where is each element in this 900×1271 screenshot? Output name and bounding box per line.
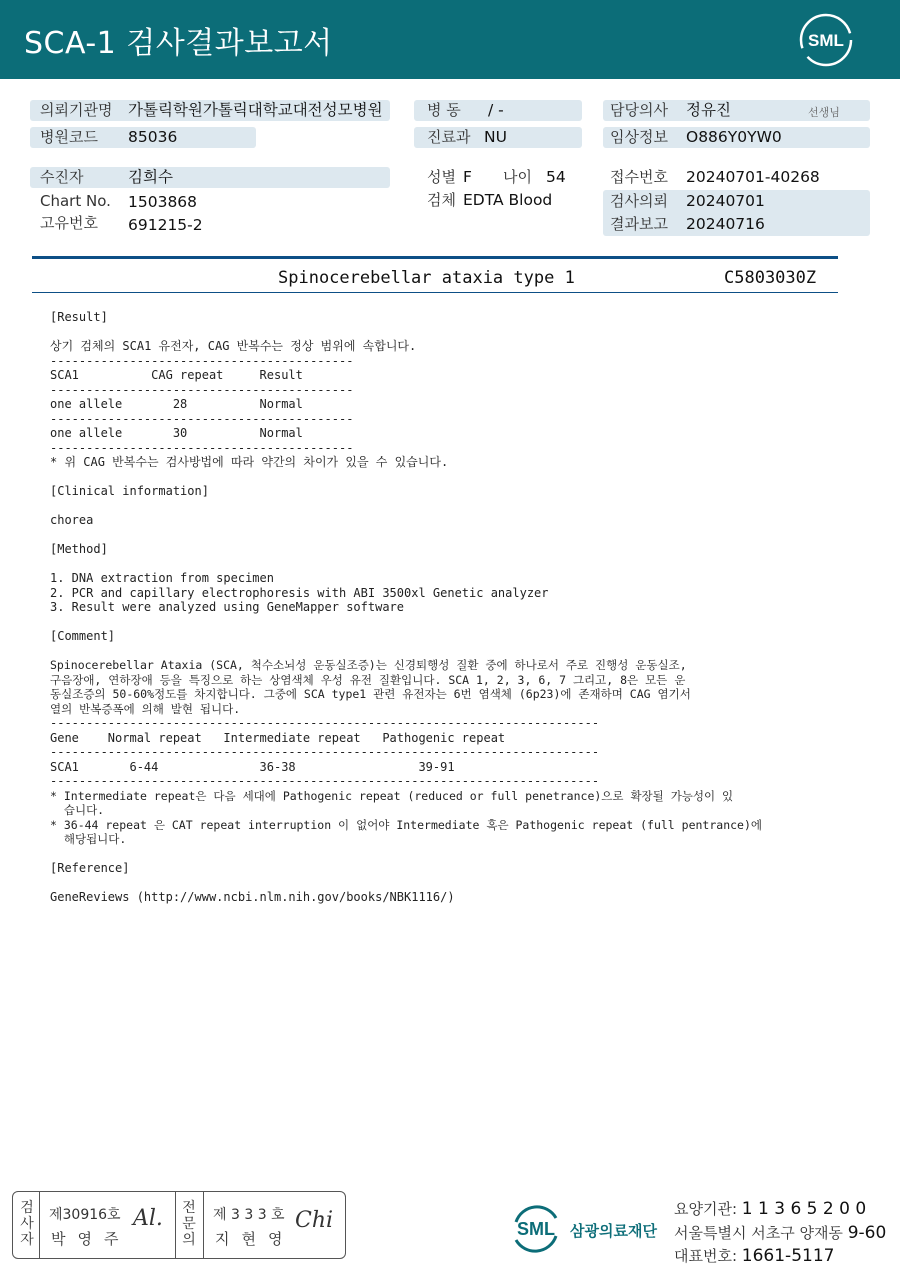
- age-value: 54: [546, 168, 566, 186]
- org-name: 삼광의료재단: [570, 1222, 657, 1240]
- report-label: 결과보고: [610, 215, 668, 233]
- report-body: [50, 310, 830, 905]
- result-summary: 상기 검체의 SCA1 유전자, CAG 반복수는 정상 범위에 속합니다.: [50, 339, 417, 353]
- specialist-name: 지현영: [215, 1230, 295, 1248]
- table1-row: one allele 28 Normal: [50, 397, 303, 411]
- table1-rule: ------------------------------------------: [50, 382, 354, 397]
- specimen-value: EDTA Blood: [463, 191, 553, 209]
- note-line: 습니다.: [50, 803, 105, 817]
- doctor-label: 담당의사: [610, 101, 668, 119]
- sml-org-logo: [508, 1200, 564, 1256]
- report-header: [0, 0, 900, 79]
- age-label: 나이: [503, 168, 532, 186]
- reference-text: GeneReviews (http://www.ncbi.nlm.nih.gov/books/NBK1116/): [50, 890, 455, 904]
- comment-line: Spinocerebellar Ataxia (SCA, 척수소뇌성 운동실조증)는 신경퇴행성 질환 중에 하나로서 주로 진행성 운동실조,: [50, 658, 687, 672]
- method-item: 3. Result were analyzed using GeneMapper software: [50, 600, 405, 614]
- method-heading: [Method]: [50, 542, 108, 556]
- patient-label: 수진자: [40, 168, 84, 186]
- receipt-value: 20240701-40268: [686, 168, 820, 186]
- request-label: 검사의뢰: [610, 192, 668, 210]
- patient-value: 김희수: [128, 168, 173, 186]
- comment-line: 구음장애, 연하장애 등을 특징으로 하는 상염색체 우성 유전 질환입니다. SCA 1, 2, 3, 6, 7 그리고, 8은 모든 운: [50, 672, 686, 687]
- dept-label: 진료과: [427, 128, 471, 146]
- table2-header: Gene Normal repeat Intermediate repeat Pathogenic repeat: [50, 730, 506, 745]
- table1-note: * 위 CAG 반복수는 검사방법에 따라 약간의 차이가 있을 수 있습니다.: [50, 455, 449, 469]
- hospital-code-label: 병원코드: [40, 128, 98, 146]
- table1-row: one allele 30 Normal: [50, 426, 303, 440]
- method-item: 2. PCR and capillary electrophoresis with ABI 3500xl Genetic analyzer: [50, 585, 549, 600]
- table1-rule: ------------------------------------------: [50, 440, 354, 455]
- care-inst-value: 1 1 3 6 5 2 0 0: [741, 1199, 867, 1219]
- address-no: 9-60: [847, 1223, 887, 1243]
- ward-value: / -: [488, 101, 504, 119]
- phone-label: 대표번호:: [674, 1247, 738, 1265]
- comment-line: 열의 반복증폭에 의해 발현 됩니다.: [50, 701, 241, 716]
- method-item: 1. DNA extraction from specimen: [50, 571, 274, 585]
- note-line: 해당됩니다.: [50, 832, 127, 846]
- note-line: * 36-44 repeat 은 CAT repeat interruption 이 없어야 Intermediate 혹은 Pathogenic repeat (full pentrance)에: [50, 817, 762, 832]
- patient-bar: [30, 167, 390, 188]
- clinical-text: chorea: [50, 513, 94, 527]
- table1-header: SCA1 CAG repeat Result: [50, 368, 303, 382]
- care-inst-label: 요양기관:: [674, 1200, 738, 1218]
- title-rule-bottom: [32, 292, 838, 293]
- specimen-label: 검체: [427, 191, 456, 209]
- sex-label: 성별: [427, 168, 456, 186]
- report-value: 20240716: [686, 215, 765, 233]
- phone-value: 1661-5117: [741, 1246, 835, 1266]
- sex-value: F: [463, 168, 472, 186]
- svg-text:SML: SML: [808, 31, 844, 50]
- phone: [674, 1245, 834, 1266]
- inspector-no: 제30916호: [49, 1207, 121, 1223]
- care-institution: [674, 1198, 866, 1219]
- clinical-value: O886Y0YW0: [686, 128, 782, 146]
- receipt-label: 접수번호: [610, 168, 668, 186]
- hospital-code-value: 85036: [128, 128, 178, 146]
- institution-value: 가톨릭학원가톨릭대학교대전성모병원: [128, 101, 383, 119]
- clinical-label: 임상정보: [610, 128, 668, 146]
- reference-heading: [Reference]: [50, 861, 130, 875]
- result-heading: [Result]: [50, 310, 108, 324]
- inspector-name: 박영주: [51, 1230, 131, 1248]
- table1-rule: ------------------------------------------: [50, 411, 354, 426]
- chart-value: 1503868: [128, 193, 198, 211]
- title-rule-top: [32, 256, 838, 259]
- signature-box: [12, 1191, 346, 1259]
- specialist-no: 제 3 3 3 호: [213, 1207, 285, 1223]
- unique-label: 고유번호: [40, 214, 98, 232]
- table2-row: SCA1 6-44 36-38 39-91: [50, 759, 455, 774]
- chart-label: Chart No.: [40, 192, 111, 210]
- institution-label: 의뢰기관명: [40, 101, 113, 119]
- doctor-value: 정유진: [686, 101, 731, 119]
- report-title: SCA-1 검사결과보고서: [24, 26, 333, 61]
- svg-text:SML: SML: [517, 1219, 555, 1239]
- ward-label: 병 동: [427, 101, 461, 119]
- address: [674, 1222, 886, 1243]
- doctor-suffix: 선생님: [808, 106, 840, 119]
- request-value: 20240701: [686, 192, 765, 210]
- inspector-signature: Al.: [133, 1206, 163, 1231]
- test-code: C5803030Z: [724, 268, 817, 288]
- note-line: * Intermediate repeat은 다음 세대에 Pathogenic repeat (reduced or full penetrance)으로 확장될 가능성이 있: [50, 788, 734, 803]
- specialist-signature: Chi: [295, 1208, 334, 1233]
- table2-rule: ----------------------------------------------------------------------------: [50, 745, 600, 759]
- inspector-label: 검사자: [20, 1200, 34, 1248]
- specialist-label: 전문의: [182, 1200, 196, 1248]
- address-text: 서울특별시 서초구 양재동: [674, 1224, 843, 1242]
- unique-value: 691215-2: [128, 216, 203, 234]
- comment-heading: [Comment]: [50, 629, 116, 643]
- table2-rule: ----------------------------------------------------------------------------: [50, 774, 600, 788]
- table2-rule: ----------------------------------------------------------------------------: [50, 716, 600, 730]
- table1-rule: ------------------------------------------: [50, 353, 354, 368]
- sml-logo: [798, 12, 854, 68]
- clinical-heading: [Clinical information]: [50, 484, 209, 498]
- test-name: Spinocerebellar ataxia type 1: [278, 268, 575, 288]
- dept-value: NU: [484, 128, 507, 146]
- comment-line: 동실조증의 50-60%정도를 차지합니다. 그중에 SCA type1 관련 유전자는 6번 염색체 (6p23)에 존재하며 CAG 염기서: [50, 687, 691, 701]
